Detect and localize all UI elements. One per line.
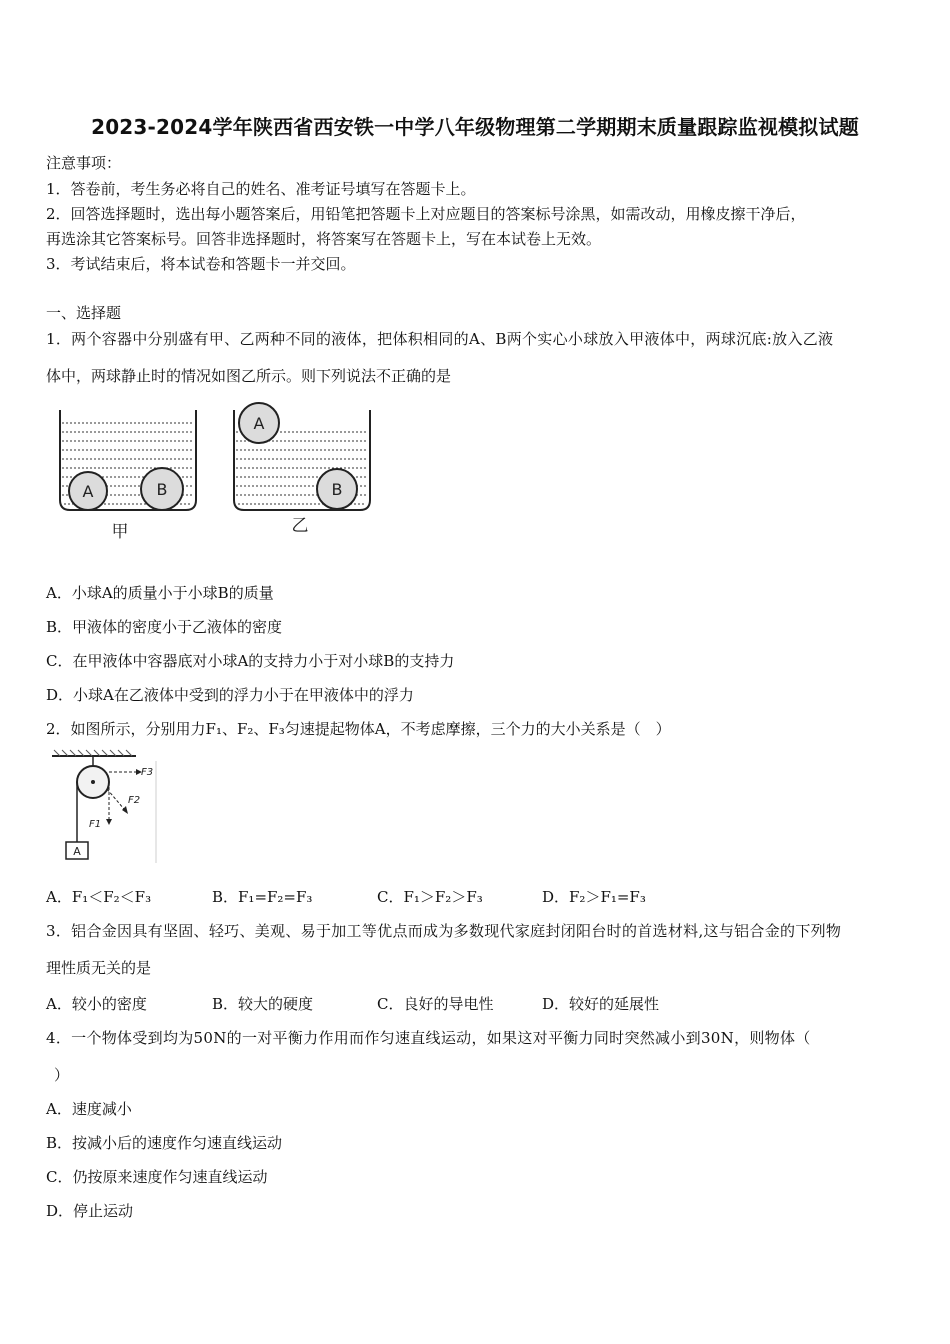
container-yi	[234, 403, 370, 536]
q1-option-b: B．甲液体的密度小于乙液体的密度	[46, 618, 283, 636]
ball-b-label: B	[331, 480, 343, 499]
ball-a-label: A	[82, 482, 94, 501]
q4-stem: 4．一个物体受到均为50N的一对平衡力作用而作匀速直线运动，如果这对平衡力同时突然减小到30N，则物体（	[46, 1029, 811, 1047]
notice-item: 3．考试结束后，将本试卷和答题卡一并交回。	[46, 255, 356, 273]
f3-label: F3	[141, 767, 154, 778]
q2-option-a: A．F₁＜F₂＜F₃	[46, 888, 152, 906]
q2-option-b: B．F₁=F₂=F₃	[212, 888, 313, 906]
q2-stem: 2．如图所示，分别用力F₁、F₂、F₃匀速提起物体A，不考虑摩擦，三个力的大小关系是（ ）	[46, 720, 671, 738]
container-label-jia: 甲	[111, 522, 129, 542]
q2-option-c: C．F₁＞F₂＞F₃	[377, 888, 483, 906]
container-jia	[60, 410, 196, 542]
q4-option-a: A．速度减小	[46, 1100, 132, 1118]
ball-b-label: B	[156, 480, 168, 499]
q4-option-c: C．仍按原来速度作匀速直线运动	[46, 1168, 268, 1186]
q4-option-b: B．按减小后的速度作匀速直线运动	[46, 1134, 283, 1152]
q2-option-d: D．F₂＞F₁=F₃	[542, 888, 646, 906]
q1-stem: 1．两个容器中分别盛有甲、乙两种不同的液体，把体积相同的A、B两个实心小球放入甲液体中，两球沉底:放入乙液	[46, 330, 834, 348]
q3-option-c: C．良好的导电性	[377, 995, 494, 1013]
q2-pulley-figure	[44, 747, 164, 869]
q1-option-d: D．小球A在乙液体中受到的浮力小于在甲液体中的浮力	[46, 686, 414, 704]
f1-label: F1	[89, 819, 102, 830]
q1-option-a: A．小球A的质量小于小球B的质量	[46, 584, 274, 602]
q3-option-d: D．较好的延展性	[542, 995, 660, 1013]
notice-heading: 注意事项：	[46, 154, 122, 172]
q3-stem-cont: 理性质无关的是	[46, 959, 152, 977]
q3-option-b: B．较大的硬度	[212, 995, 314, 1013]
page-title: 2023-2024学年陕西省西安铁一中学八年级物理第二学期期末质量跟踪监视模拟试题	[91, 115, 859, 139]
q3-stem: 3．铝合金因具有坚固、轻巧、美观、易于加工等优点而成为多数现代家庭封闭阳台时的首选材料,这与铝合金的下列物	[46, 922, 842, 940]
q1-containers-figure	[50, 396, 380, 544]
notice-item: 1．答卷前，考生务必将自己的姓名、准考证号填写在答题卡上。	[46, 180, 476, 198]
block-a-label: A	[73, 845, 81, 858]
ball-a-label: A	[253, 414, 265, 433]
section-heading: 一、选择题	[46, 304, 122, 322]
container-label-yi: 乙	[291, 516, 309, 536]
q4-option-d: D．停止运动	[46, 1202, 134, 1220]
q3-option-a: A．较小的密度	[46, 995, 147, 1013]
notice-item: 再选涂其它答案标号。回答非选择题时，将答案写在答题卡上，写在本试卷上无效。	[46, 230, 602, 248]
notice-item: 2．回答选择题时，选出每小题答案后，用铅笔把答题卡上对应题目的答案标号涂黑，如需改动，用橡皮擦干净后，	[46, 205, 806, 223]
q4-stem-cont: ）	[54, 1066, 70, 1084]
f2-label: F2	[128, 795, 141, 806]
q1-stem-cont: 体中，两球静止时的情况如图乙所示。则下列说法不正确的是	[46, 367, 452, 385]
q1-option-c: C．在甲液体中容器底对小球A的支持力小于对小球B的支持力	[46, 652, 455, 670]
